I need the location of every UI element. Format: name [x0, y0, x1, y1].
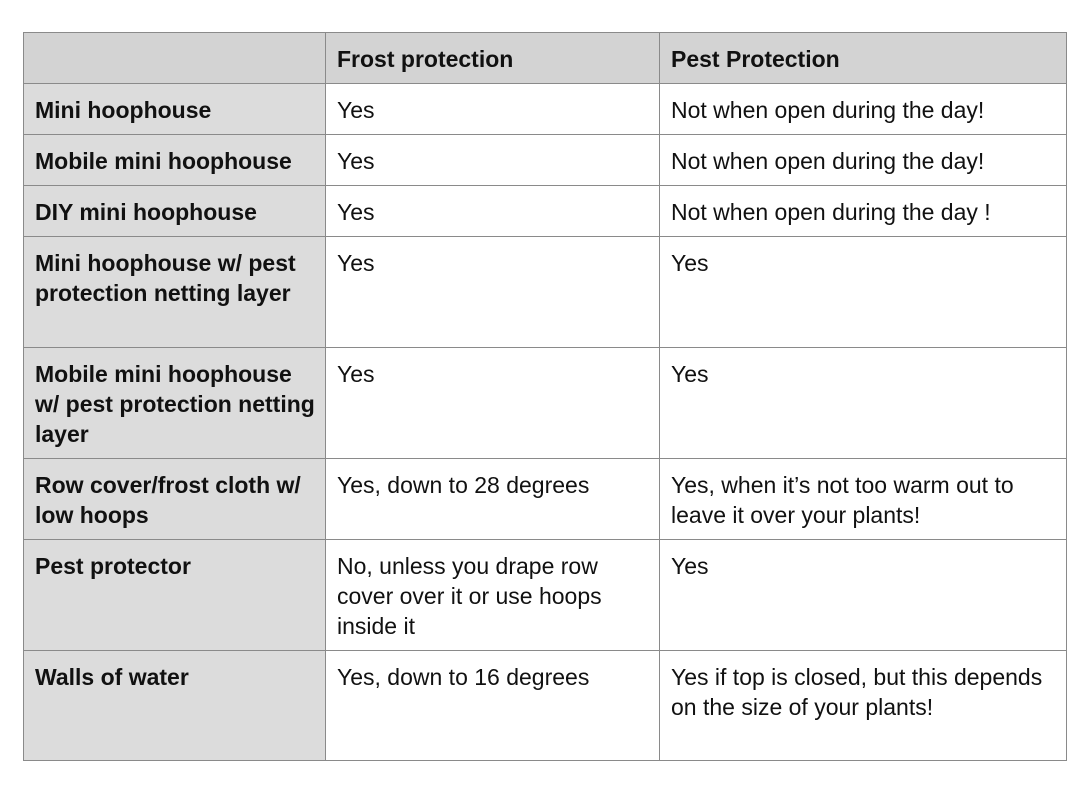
- frost-cell: Yes, down to 28 degrees: [326, 459, 660, 540]
- frost-cell: No, unless you drape row cover over it or use hoops inside it: [326, 540, 660, 651]
- header-cell-frost-protection: Frost protection: [326, 33, 660, 84]
- row-label: Mobile mini hoophouse: [24, 135, 326, 186]
- table-row: [24, 651, 1067, 761]
- header-row: [24, 33, 1067, 84]
- table-header: [24, 33, 1067, 84]
- pest-cell: Yes: [660, 540, 1067, 651]
- table-row: [24, 237, 1067, 348]
- row-label: Mobile mini hoophouse w/ pest protection netting layer: [24, 348, 326, 459]
- row-label: Walls of water: [24, 651, 326, 761]
- table-body: [24, 84, 1067, 761]
- frost-cell: Yes: [326, 84, 660, 135]
- row-label: DIY mini hoophouse: [24, 186, 326, 237]
- table-row: [24, 135, 1067, 186]
- header-cell-pest-protection: Pest Protection: [660, 33, 1067, 84]
- frost-cell: Yes, down to 16 degrees: [326, 651, 660, 761]
- row-label: Row cover/frost cloth w/ low hoops: [24, 459, 326, 540]
- frost-cell: Yes: [326, 348, 660, 459]
- pest-cell: Not when open during the day !: [660, 186, 1067, 237]
- frost-cell: Yes: [326, 186, 660, 237]
- row-label: Mini hoophouse: [24, 84, 326, 135]
- table-row: [24, 348, 1067, 459]
- pest-cell: Not when open during the day!: [660, 84, 1067, 135]
- frost-cell: Yes: [326, 237, 660, 348]
- row-label: Pest protector: [24, 540, 326, 651]
- header-cell-empty: [24, 33, 326, 84]
- pest-cell: Yes: [660, 348, 1067, 459]
- table-row: [24, 540, 1067, 651]
- protection-comparison-table: [23, 32, 1067, 761]
- table-row: [24, 186, 1067, 237]
- frost-cell: Yes: [326, 135, 660, 186]
- pest-cell: Yes if top is closed, but this depends on the size of your plants!: [660, 651, 1067, 761]
- table-row: [24, 84, 1067, 135]
- pest-cell: Yes: [660, 237, 1067, 348]
- pest-cell: Not when open during the day!: [660, 135, 1067, 186]
- table-row: [24, 459, 1067, 540]
- row-label: Mini hoophouse w/ pest protection netting layer: [24, 237, 326, 348]
- pest-cell: Yes, when it’s not too warm out to leave it over your plants!: [660, 459, 1067, 540]
